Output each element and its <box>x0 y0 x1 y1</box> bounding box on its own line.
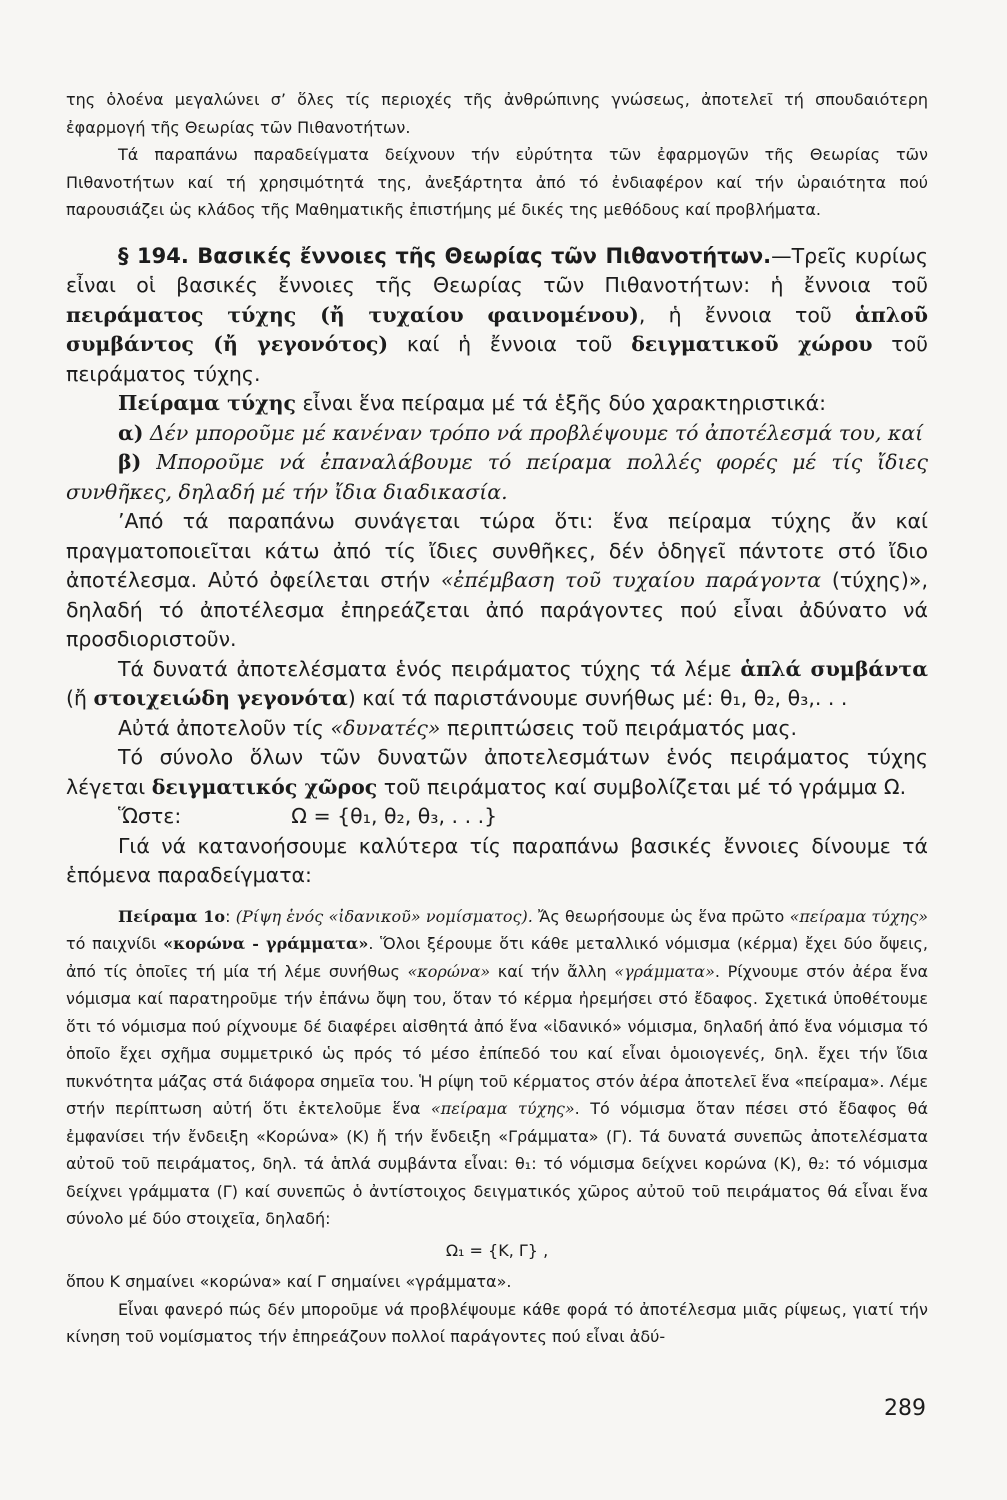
paragraph-examples-summary: Τά παραπάνω παραδείγματα δείχνουν τήν εὐρύτητα τῶν ἐφαρμογῶν τῆς Θεωρίας τῶν Πιθανοτήτων καί τή χρησιμότητά της, ἀνεξάρτητα ἀπό τό ἐνδιαφέρον καί τήν ὡραιότητα πού παρουσιάζει ὡς κλάδος τῆς Μαθηματικῆς ἐπιστήμης μέ δικές της μεθόδους καί προβλήματα. <box>66 145 928 219</box>
paragraph-simple-events: Τά δυνατά ἀποτελέσματα ἑνός πειράματος τύχης τά λέμε ἁπλά συμβάντα (ἤ στοιχειώδη γεγονότα) καί τά παριστάνουμε συνήθως μέ: θ₁, θ₂, θ₃,. . . <box>66 656 928 710</box>
sample-space-formula: Ω = {θ₁, θ₂, θ₃, . . .} <box>291 804 498 828</box>
coin-sample-space-formula: Ω₁ = {Κ, Γ} , <box>445 1240 549 1260</box>
definition-random-experiment: Πείραμα τύχης εἶναι ἕνα πείραμα μέ τά ἑξῆς δύο χαρακτηριστικά: <box>118 391 826 415</box>
page-body <box>66 86 928 1351</box>
characteristic-a: α) Δέν μποροῦμε μέ κανέναν τρόπο νά προβλέψουμε τό ἀποτέλεσμά του, καί <box>118 420 924 445</box>
experiment-1: Πείραμα 1ο: (Ρίψη ἑνός «ἰδανικοῦ» νομίσματος). Ἄς θεωρήσουμε ὡς ἕνα πρῶτο «πείραμα τύχης» τό παιχνίδι «κορώνα - γράμματα». Ὅλοι ξέρουμε ὅτι κάθε μεταλλικό νόμισμα (κέρμα) ἔχει δύο ὄψεις, ἀπό τίς ὁποῖες τή μία τή λέμε συνήθως «κορώνα» καί τήν ἄλλη «γράμματα». Ρίχνουμε στόν ἀέρα ἕνα νόμισμα καί παρατηροῦμε τήν ἐπάνω ὄψη του, ὅταν τό κέρμα ἠρεμήσει στό ἔδαφος. Σχετικά ὑποθέτουμε ὅτι τό νόμισμα πού ρίχνουμε δέ διαφέρει αἰσθητά ἀπό ἕνα «ἰδανικό» νόμισμα, δηλαδή ἀπό ἕνα νόμισμα τό ὁποῖο ἔχει σχῆμα συμμετρικό ὡς πρός τό μέσο ἐπίπεδό του καί εἶναι ὁμοιογενές, δηλ. ἔχει τήν ἴδια πυκνότητα μάζας στά διάφορα σημεῖα του. Ἡ ρίψη τοῦ κέρματος στόν ἀέρα ἀποτελεῖ ἕνα «πείραμα». Λέμε στήν περίπτωση αὐτή ὅτι ἐκτελοῦμε ἕνα «πείραμα τύχης». Τό νόμισμα ὅταν πέσει στό ἔδαφος θά ἐμφανίσει τήν ἔνδειξη «Κορώνα» (Κ) ἤ τήν ἔνδειξη «Γράμματα» (Γ). Τά δυνατά συνεπῶς ἀποτελέσματα αὐτοῦ τοῦ πειράματος, δηλ. τά ἁπλά συμβάντα εἶναι: θ₁: τό νόμισμα δείχνει κορώνα (Κ), θ₂: τό νόμισμα δείχνει γράμματα (Γ) καί συνεπῶς ὁ ἀντίστοιχος δειγματικός χῶρος αὐτοῦ τοῦ πειράματος θά εἶναι ἕνα σύνολο μέ δύο στοιχεῖα, δηλαδή: <box>66 906 929 1228</box>
paragraph-examples-intro: Γιά νά κατανοήσουμε καλύτερα τίς παραπάνω βασικές ἔννοιες δίνουμε τά ἑπόμενα παραδείγματα: <box>66 833 928 887</box>
paragraph-possible-cases: Αὐτά ἀποτελοῦν τίς «δυνατές» περιπτώσεις τοῦ πειράματός μας. <box>118 715 797 740</box>
characteristic-b: β) Μποροῦμε νά ἐπαναλάβουμε τό πείραμα πολλές φορές μέ τίς ἴδιες συνθῆκες, δηλαδή μέ τήν ἴδια διαδικασία. <box>66 450 928 504</box>
page-number: 289 <box>884 1396 926 1421</box>
paragraph-consequence: ’Από τά παραπάνω συνάγεται τώρα ὅτι: ἕνα πείραμα τύχης ἄν καί πραγματοποιεῖται κάτω ἀπό τίς ἴδιες συνθῆκες, δέν ὁδηγεῖ πάντοτε στό ἴδιο ἀποτέλεσμα. Αὐτό ὀφείλεται στήν «ἐπέμβαση τοῦ τυχαίου παράγοντα (τύχης)», δηλαδή τό ἀποτέλεσμα ἐπηρεάζεται ἀπό παράγοντες πού εἶναι ἀδύνατο νά προσδιοριστοῦν. <box>66 509 928 651</box>
paragraph-sample-space: Τό σύνολο ὅλων τῶν δυνατῶν ἀποτελεσμάτων ἑνός πειράματος τύχης λέγεται δειγματικός χῶρος τοῦ πειράματος καί συμβολίζεται μέ τό γράμμα Ω. <box>66 745 928 799</box>
sample-space-formula-line: Ὥστε: Ω = {θ₁, θ₂, θ₃, . . .} <box>118 804 498 828</box>
paragraph-continuation: της ὁλοένα μεγαλώνει σ’ ὅλες τίς περιοχές τῆς ἀνθρώπινης γνώσεως, ἀποτελεῖ τή σπουδαιότερη ἐφαρμογή τῆς Θεωρίας τῶν Πιθανοτήτων. <box>66 90 928 137</box>
section-intro: § 194. Βασικές ἔννοιες τῆς Θεωρίας τῶν Πιθανοτήτων.—Τρεῖς κυρίως εἶναι οἱ βασικές ἔννοιες τῆς Θεωρίας τῶν Πιθανοτήτων: ἡ ἔννοια τοῦ πειράματος τύχης (ἤ τυχαίου φαινομένου), ἡ ἔννοια τοῦ ἁπλοῦ συμβάντος (ἤ γεγονότος) καί ἡ ἔννοια τοῦ δειγματικοῦ χώρου τοῦ πειράματος τύχης. <box>66 243 929 386</box>
paragraph-unpredictability: Εἶναι φανερό πώς δέν μποροῦμε νά προβλέψουμε κάθε φορά τό ἀποτέλεσμα μιᾶς ρίψεως, γιατί τήν κίνηση τοῦ νομίσματος τήν ἐπηρεάζουν πολλοί παράγοντες πού εἶναι ἀδύ- <box>66 1299 928 1346</box>
formula-explanation: ὅπου Κ σημαίνει «κορώνα» καί Γ σημαίνει «γράμματα». <box>66 1272 512 1291</box>
section-heading: § 194. Βασικές ἔννοιες τῆς Θεωρίας τῶν Πιθανοτήτων. <box>118 243 772 268</box>
